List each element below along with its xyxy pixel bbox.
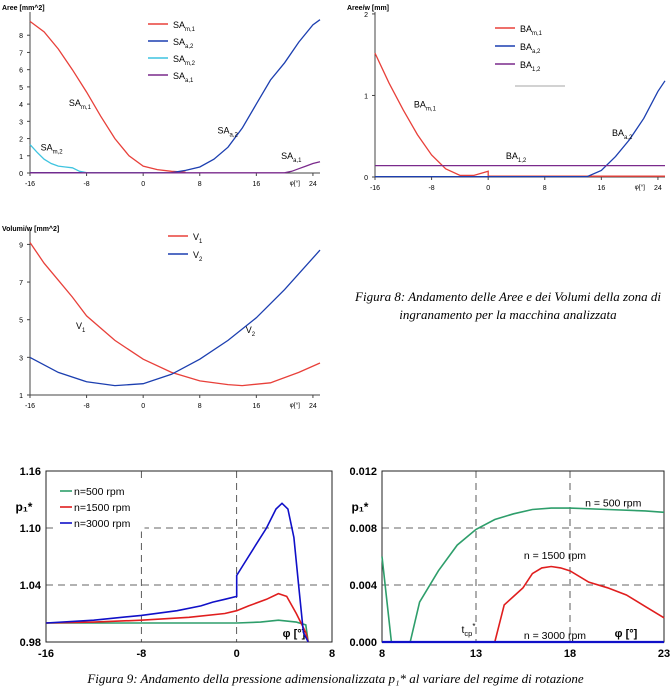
curve-annotation: $SA_{a,1}$ (281, 151, 302, 165)
y-axis-label: Volumi/w [mm^2] (2, 226, 60, 233)
legend-label: $BA_{1,2}$ (520, 60, 541, 73)
series-label: n = 500 rpm (585, 497, 642, 510)
x-tick-label: -16 (38, 648, 54, 660)
x-tick-label: 13 (469, 648, 483, 660)
y-tick-label: 9 (19, 242, 23, 250)
legend-label: $SA_{a,2}$ (173, 37, 194, 50)
x-tick-label: 0 (486, 185, 491, 192)
y-axis-label: p₁* (351, 500, 369, 514)
ba-chart (345, 0, 671, 195)
y-tick-label: 8 (19, 33, 23, 41)
y-tick-label: 0.98 (19, 637, 41, 649)
y-axis-label: Aree [mm^2] (2, 5, 45, 12)
x-tick-label: 23 (657, 648, 671, 660)
series-label: n = 1500 rpm (523, 550, 587, 563)
y-tick-label: 0.000 (349, 637, 377, 649)
y-tick-label: 1.04 (19, 580, 41, 592)
y-axis-label: Aree/w [mm] (347, 5, 390, 12)
y-tick-label: 0.004 (349, 580, 377, 592)
legend-label: $SA_{m,1}$ (173, 20, 196, 33)
pressure-left-chart (0, 462, 337, 670)
x-tick-label: 24 (309, 403, 317, 410)
legend-label: $BA_{m,1}$ (520, 24, 543, 37)
y-tick-label: 3 (19, 355, 23, 363)
y-tick-label: 2 (364, 11, 368, 19)
legend-label: n=500 rpm (74, 486, 125, 498)
series-line-1 (46, 620, 308, 642)
figure-9-caption: Figura 9: Andamento della pressione adimensionalizzata p₁* al variare del regime di rotazione (87, 671, 584, 686)
x-tick-label: 8 (197, 181, 202, 188)
x-tick-label: 16 (597, 185, 606, 192)
x-tick-label: 16 (252, 403, 261, 410)
pressure-right-chart (337, 462, 671, 670)
x-tick-label: -8 (136, 648, 147, 660)
x-tick-label: 8 (378, 648, 386, 660)
figure-8-caption: Figura 8: Andamento delle Aree e dei Volumi della zona di ingranamento per la macchina analizzata (355, 289, 661, 322)
legend-label: $SA_{m,2}$ (173, 54, 196, 67)
series-line-2 (46, 594, 308, 642)
x-tick-label: -16 (24, 181, 36, 188)
pressure-right-plot (337, 462, 671, 670)
areas-chart (0, 0, 335, 195)
x-tick-label: -8 (83, 181, 90, 188)
y-tick-label: 5 (19, 84, 23, 92)
y-tick-label: 3 (19, 119, 23, 127)
x-tick-label: 16 (252, 181, 261, 188)
curve-annotation: $SA_{m,2}$ (40, 142, 63, 156)
legend-label: $SA_{a,1}$ (173, 71, 194, 84)
x-tick-label: 8 (197, 403, 202, 410)
y-tick-label: 0.012 (349, 466, 377, 478)
x-tick-label: 8 (328, 648, 336, 660)
curve-annotation: $BA_{a,2}$ (611, 128, 633, 142)
x-axis-label: φ[°] (634, 184, 645, 191)
ba-plot (345, 0, 671, 195)
x-tick-label: 0 (233, 648, 240, 660)
y-tick-label: 5 (19, 317, 23, 325)
x-axis-label: φ[°] (289, 180, 300, 187)
x-axis-label: φ [°] (282, 628, 306, 640)
y-tick-label: 0 (19, 171, 23, 178)
curve-annotation: $V_1$ (75, 321, 86, 335)
x-axis-label: φ[°] (289, 402, 300, 409)
x-tick-label: -8 (428, 185, 435, 192)
y-tick-label: 7 (19, 280, 23, 288)
x-tick-label: 18 (563, 648, 577, 660)
volumes-plot (0, 222, 335, 415)
y-tick-label: 0 (364, 175, 368, 182)
y-tick-label: 2 (19, 136, 23, 144)
y-tick-label: 0.008 (349, 523, 377, 535)
series-line-2 (30, 250, 320, 386)
curve-annotation: $V_2$ (245, 324, 256, 338)
y-tick-label: 1 (19, 393, 23, 400)
y-tick-label: 1 (364, 93, 368, 101)
legend-label: n=3000 rpm (74, 518, 131, 530)
x-tick-label: -8 (83, 403, 90, 410)
x-axis-label: φ [°] (614, 628, 638, 640)
legend-label: $BA_{a,2}$ (520, 42, 541, 55)
y-tick-label: 6 (19, 67, 23, 75)
x-tick-label: 0 (141, 403, 146, 410)
x-tick-label: 24 (654, 185, 662, 192)
y-tick-label: 1.10 (19, 523, 41, 535)
y-tick-label: 1 (19, 153, 23, 161)
series-line-1 (30, 243, 320, 386)
series-label: n = 3000 rpm (523, 629, 587, 642)
x-tick-label: -16 (369, 185, 381, 192)
pressure-left-plot (0, 462, 337, 670)
x-tick-label: 8 (542, 185, 547, 192)
curve-annotation: $SA_{a,2}$ (217, 125, 238, 139)
curve-annotation: $SA_{m,1}$ (68, 97, 91, 111)
tcp-annotation: $t_{cp}^*$ (461, 621, 476, 638)
legend-label: $V_1$ (193, 232, 203, 245)
areas-plot (0, 0, 335, 195)
legend-label: $V_2$ (193, 250, 203, 263)
volumes-chart (0, 222, 335, 415)
curve-annotation: $BA_{1,2}$ (505, 151, 527, 165)
legend-label: n=1500 rpm (74, 502, 131, 514)
x-tick-label: -16 (24, 403, 36, 410)
y-tick-label: 1.16 (19, 466, 41, 478)
y-tick-label: 7 (19, 50, 23, 58)
curve-annotation: $BA_{m,1}$ (413, 99, 436, 113)
x-tick-label: 24 (309, 181, 317, 188)
y-tick-label: 4 (19, 102, 23, 110)
y-axis-label: p₁* (15, 500, 33, 514)
x-tick-label: 0 (141, 181, 146, 188)
